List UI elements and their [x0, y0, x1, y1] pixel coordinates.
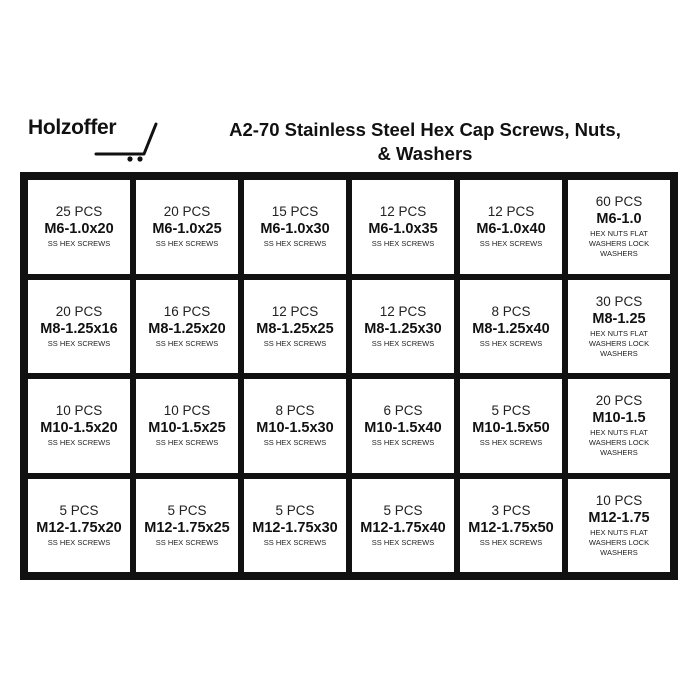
compartment-description: SS HEX SCREWS	[263, 338, 327, 348]
compartment-size: M12-1.75x50	[468, 519, 554, 536]
compartment-description: SS HEX SCREWS	[263, 438, 327, 448]
compartment-description: SS HEX SCREWS	[479, 438, 543, 448]
compartment-size: M12-1.75x20	[36, 519, 122, 536]
compartment-description: SS HEX SCREWS	[479, 537, 543, 547]
compartment-size: M6-1.0x25	[152, 221, 222, 238]
compartment-description: SS HEX SCREWS	[371, 537, 435, 547]
compartment-quantity: 5 PCS	[275, 502, 315, 518]
compartment-size: M10-1.5x50	[472, 420, 550, 437]
compartment-quantity: 30 PCS	[595, 293, 643, 309]
compartment-size: M10-1.5x25	[148, 420, 226, 437]
compartment-description: SS HEX SCREWS	[479, 338, 543, 348]
compartment-cell	[568, 180, 670, 274]
compartment-size: M6-1.0x20	[44, 221, 114, 238]
compartment-description: SS HEX SCREWS	[47, 239, 111, 249]
compartment-description: SS HEX SCREWS	[263, 239, 327, 249]
compartment-quantity: 20 PCS	[163, 204, 211, 220]
compartment-size: M10-1.5	[592, 410, 646, 427]
compartment-quantity: 5 PCS	[59, 502, 99, 518]
page-title: A2-70 Stainless Steel Hex Cap Screws, Nuts, & Washers	[229, 119, 621, 164]
compartment-quantity: 5 PCS	[167, 502, 207, 518]
compartment-description: SS HEX SCREWS	[47, 338, 111, 348]
compartment-size: M12-1.75x25	[144, 519, 230, 536]
compartment-quantity: 25 PCS	[55, 204, 103, 220]
compartment-size: M10-1.5x40	[364, 420, 442, 437]
compartment-size: M8-1.25x20	[148, 320, 226, 337]
compartment-quantity: 6 PCS	[383, 403, 423, 419]
compartment-size: M12-1.75	[588, 509, 650, 526]
compartment-quantity: 8 PCS	[491, 303, 531, 319]
compartment-size: M10-1.5x30	[256, 420, 334, 437]
compartment-cell	[568, 379, 670, 473]
compartment-description: SS HEX SCREWS	[155, 537, 219, 547]
compartment-description: SS HEX SCREWS	[155, 239, 219, 249]
compartment-cell	[244, 280, 346, 374]
compartment-size: M6-1.0	[596, 211, 642, 228]
compartment-cell	[568, 479, 670, 573]
compartment-cell	[460, 180, 562, 274]
compartment-cell	[568, 280, 670, 374]
compartment-quantity: 10 PCS	[163, 403, 211, 419]
compartment-size: M8-1.25	[592, 310, 646, 327]
compartment-quantity: 10 PCS	[55, 403, 103, 419]
compartment-description: SS HEX SCREWS	[155, 438, 219, 448]
compartment-quantity: 8 PCS	[275, 403, 315, 419]
compartment-cell	[28, 180, 130, 274]
organizer-grid	[20, 172, 678, 580]
compartment-quantity: 5 PCS	[491, 403, 531, 419]
brand-name: Holzoffer	[28, 116, 117, 139]
brand-logo	[28, 116, 158, 162]
compartment-description: SS HEX SCREWS	[47, 537, 111, 547]
compartment-quantity: 15 PCS	[271, 204, 319, 220]
compartment-description: SS HEX SCREWS	[155, 338, 219, 348]
compartment-description: SS HEX SCREWS	[479, 239, 543, 249]
compartment-quantity: 60 PCS	[595, 194, 643, 210]
compartment-description: HEX NUTS FLAT WASHERS LOCK WASHERS	[588, 527, 650, 557]
compartment-size: M6-1.0x40	[476, 221, 546, 238]
compartment-cell	[28, 280, 130, 374]
compartment-quantity: 12 PCS	[487, 204, 535, 220]
compartment-size: M6-1.0x30	[260, 221, 330, 238]
compartment-cell	[460, 280, 562, 374]
compartment-cell	[244, 379, 346, 473]
compartment-quantity: 3 PCS	[491, 502, 531, 518]
compartment-cell	[460, 379, 562, 473]
compartment-cell	[136, 479, 238, 573]
compartment-description: SS HEX SCREWS	[371, 438, 435, 448]
compartment-description: SS HEX SCREWS	[371, 338, 435, 348]
compartment-description: SS HEX SCREWS	[263, 537, 327, 547]
compartment-description: SS HEX SCREWS	[371, 239, 435, 249]
compartment-cell	[136, 180, 238, 274]
compartment-cell	[352, 280, 454, 374]
compartment-size: M6-1.0x35	[368, 221, 438, 238]
compartment-cell	[352, 180, 454, 274]
compartment-description: HEX NUTS FLAT WASHERS LOCK WASHERS	[588, 428, 650, 458]
compartment-size: M8-1.25x16	[40, 320, 118, 337]
compartment-size: M8-1.25x25	[256, 320, 334, 337]
compartment-cell	[244, 180, 346, 274]
compartment-description: SS HEX SCREWS	[47, 438, 111, 448]
compartment-cell	[28, 479, 130, 573]
compartment-quantity: 12 PCS	[271, 303, 319, 319]
compartment-quantity: 12 PCS	[379, 204, 427, 220]
compartment-quantity: 5 PCS	[383, 502, 423, 518]
compartment-description: HEX NUTS FLAT WASHERS LOCK WASHERS	[588, 328, 650, 358]
shopping-cart-icon	[90, 120, 160, 162]
compartment-size: M8-1.25x30	[364, 320, 442, 337]
compartment-quantity: 20 PCS	[595, 393, 643, 409]
compartment-cell	[460, 479, 562, 573]
compartment-size: M8-1.25x40	[472, 320, 550, 337]
compartment-quantity: 10 PCS	[595, 492, 643, 508]
compartment-description: HEX NUTS FLAT WASHERS LOCK WASHERS	[588, 229, 650, 259]
compartment-size: M12-1.75x30	[252, 519, 338, 536]
compartment-cell	[244, 479, 346, 573]
compartment-cell	[28, 379, 130, 473]
compartment-size: M12-1.75x40	[360, 519, 446, 536]
compartment-cell	[352, 479, 454, 573]
compartment-quantity: 20 PCS	[55, 303, 103, 319]
compartment-quantity: 16 PCS	[163, 303, 211, 319]
compartment-cell	[352, 379, 454, 473]
compartment-cell	[136, 379, 238, 473]
compartment-size: M10-1.5x20	[40, 420, 118, 437]
compartment-quantity: 12 PCS	[379, 303, 427, 319]
compartment-cell	[136, 280, 238, 374]
